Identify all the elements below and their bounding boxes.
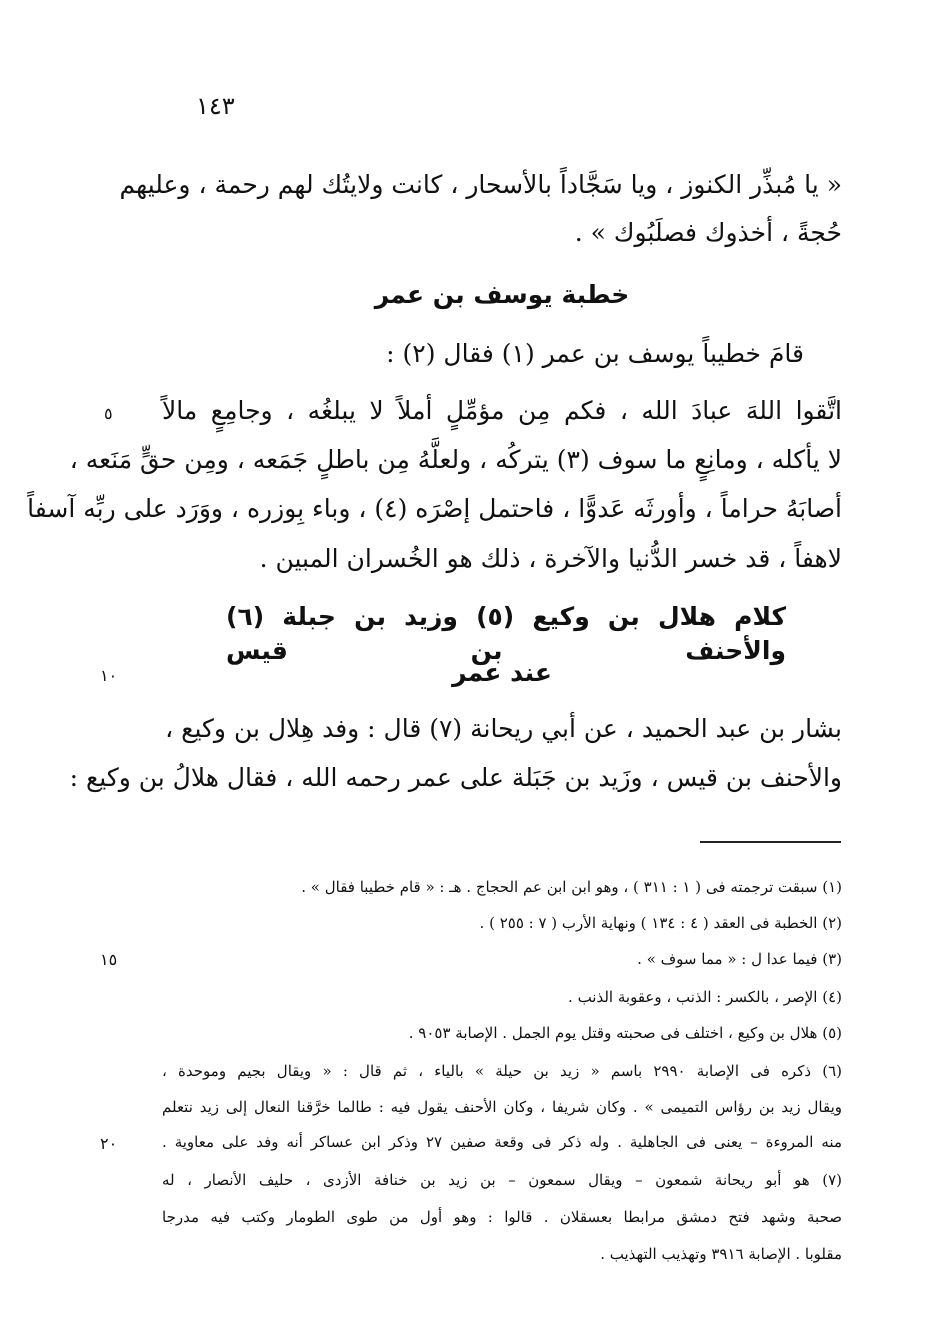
footnote-2: (٢) الخطبة فى العقد ( ٤ : ١٣٤ ) ونهاية الأرب ( ٧ : ٢٥٥ ) .	[479, 914, 842, 932]
footnote-3: (٣) فيما عدا ل : « مما سوف » .	[637, 950, 842, 968]
footnote-4: (٤) الإصر ، بالكسر : الذنب ، وعقوبة الذنب .	[568, 988, 842, 1006]
section-heading-hilal-line-1: كلام هلال بن وكيع (٥) وزيد بن جبلة (٦) والأحنف بن قيس	[226, 602, 786, 665]
footnote-5: (٥) هلال بن وكيع ، اختلف فى صحبته وقتل يوم الجمل . الإصابة ٩٠٥٣ .	[408, 1024, 842, 1042]
section1-line-2: لا يأكله ، ومانِعٍ ما سوف (٣) يتركُه ، ولعلَّهُ مِن باطلٍ جَمَعه ، ومِن حقٍّ مَنَعه ،	[69, 445, 842, 474]
section1-line-4: لاهفاً ، قد خسر الدُّنيا والآخرة ، ذلك هو الخُسران المبين .	[259, 544, 842, 573]
section1-line-1: اتَّقوا اللهَ عبادَ الله ، فكم مِن مؤمِّلٍ أملاً لا يبلغُه ، وجامِعٍ مالاً	[162, 396, 842, 425]
section1-intro: قامَ خطيباً يوسف بن عمر (١) فقال (٢) :	[386, 339, 804, 368]
section1-line-3: أصابَهُ حراماً ، وأورثَه عَدوًّا ، فاحتمل إصْرَه (٤) ، وباء بِوزره ، ووَرَد على ربِّه آسفاً	[27, 494, 842, 523]
footnote-6-line-2: ويقال زيد بن رؤاس التميمى » . وكان شريفا ، وكان الأحنف يقول فيه : طالما خرَّقنا النعال إلى زيد نتعلم	[162, 1098, 842, 1116]
section2-line-1: بشار بن عبد الحميد ، عن أبي ريحانة (٧) قال : وفد هِلال بن وكيع ،	[165, 714, 842, 743]
intro-line-2: حُجةً ، أخذوك فصلَبُوك » .	[574, 218, 842, 247]
footnote-7-line-3: مقلوبا . الإصابة ٣٩١٦ وتهذيب التهذيب .	[600, 1245, 842, 1263]
footnote-separator	[700, 841, 841, 843]
page-number: ١٤٣	[196, 92, 235, 120]
footnote-7-line-1: (٧) هو أبو ريحانة شمعون – ويقال سمعون – بن زيد بن خنافة الأزدى ، حليف الأنصار ، له	[162, 1171, 842, 1189]
footnote-1: (١) سبقت ترجمته فى ( ١ : ٣١١ ) ، وهو ابن ابن عم الحجاج . هـ : « قام خطيبا فقال » .	[301, 878, 842, 896]
margin-line-number-15: ١٥	[100, 950, 118, 969]
footnote-7-line-2: صحبة وشهد فتح دمشق مرابطا بعسقلان . قالوا : وهو أول من طوى الطومار وكتب فيه مدرجا	[162, 1208, 842, 1226]
section2-line-2: والأحنف بن قيس ، وزَيد بن جَبَلة على عمر رحمه الله ، فقال هلالُ بن وكيع :	[69, 763, 842, 792]
footnote-6-line-1: (٦) ذكره فى الإصابة ٢٩٩٠ باسم « زيد بن حيلة » بالياء ، ثم قال : « ويقال بجيم وموحدة ،	[162, 1062, 842, 1080]
section-heading-hilal-line-2: عند عمر	[452, 658, 552, 687]
margin-line-number-10: ١٠	[100, 666, 118, 685]
margin-line-number-20: ٢٠	[100, 1134, 118, 1153]
intro-line-1: « يا مُبذِّر الكنوز ، ويا سَجَّاداً بالأسحار ، كانت ولايتُك لهم رحمة ، وعليهم	[119, 170, 842, 199]
margin-line-number-5: ٥	[104, 404, 113, 423]
section-heading-yusuf: خطبة يوسف بن عمر	[374, 280, 630, 309]
footnote-6-line-3: منه المروءة – يعنى فى الجاهلية . وله ذكر فى وقعة صفين ٢٧ وذكر ابن عساكر أنه وفد على معاوية .	[162, 1133, 842, 1151]
